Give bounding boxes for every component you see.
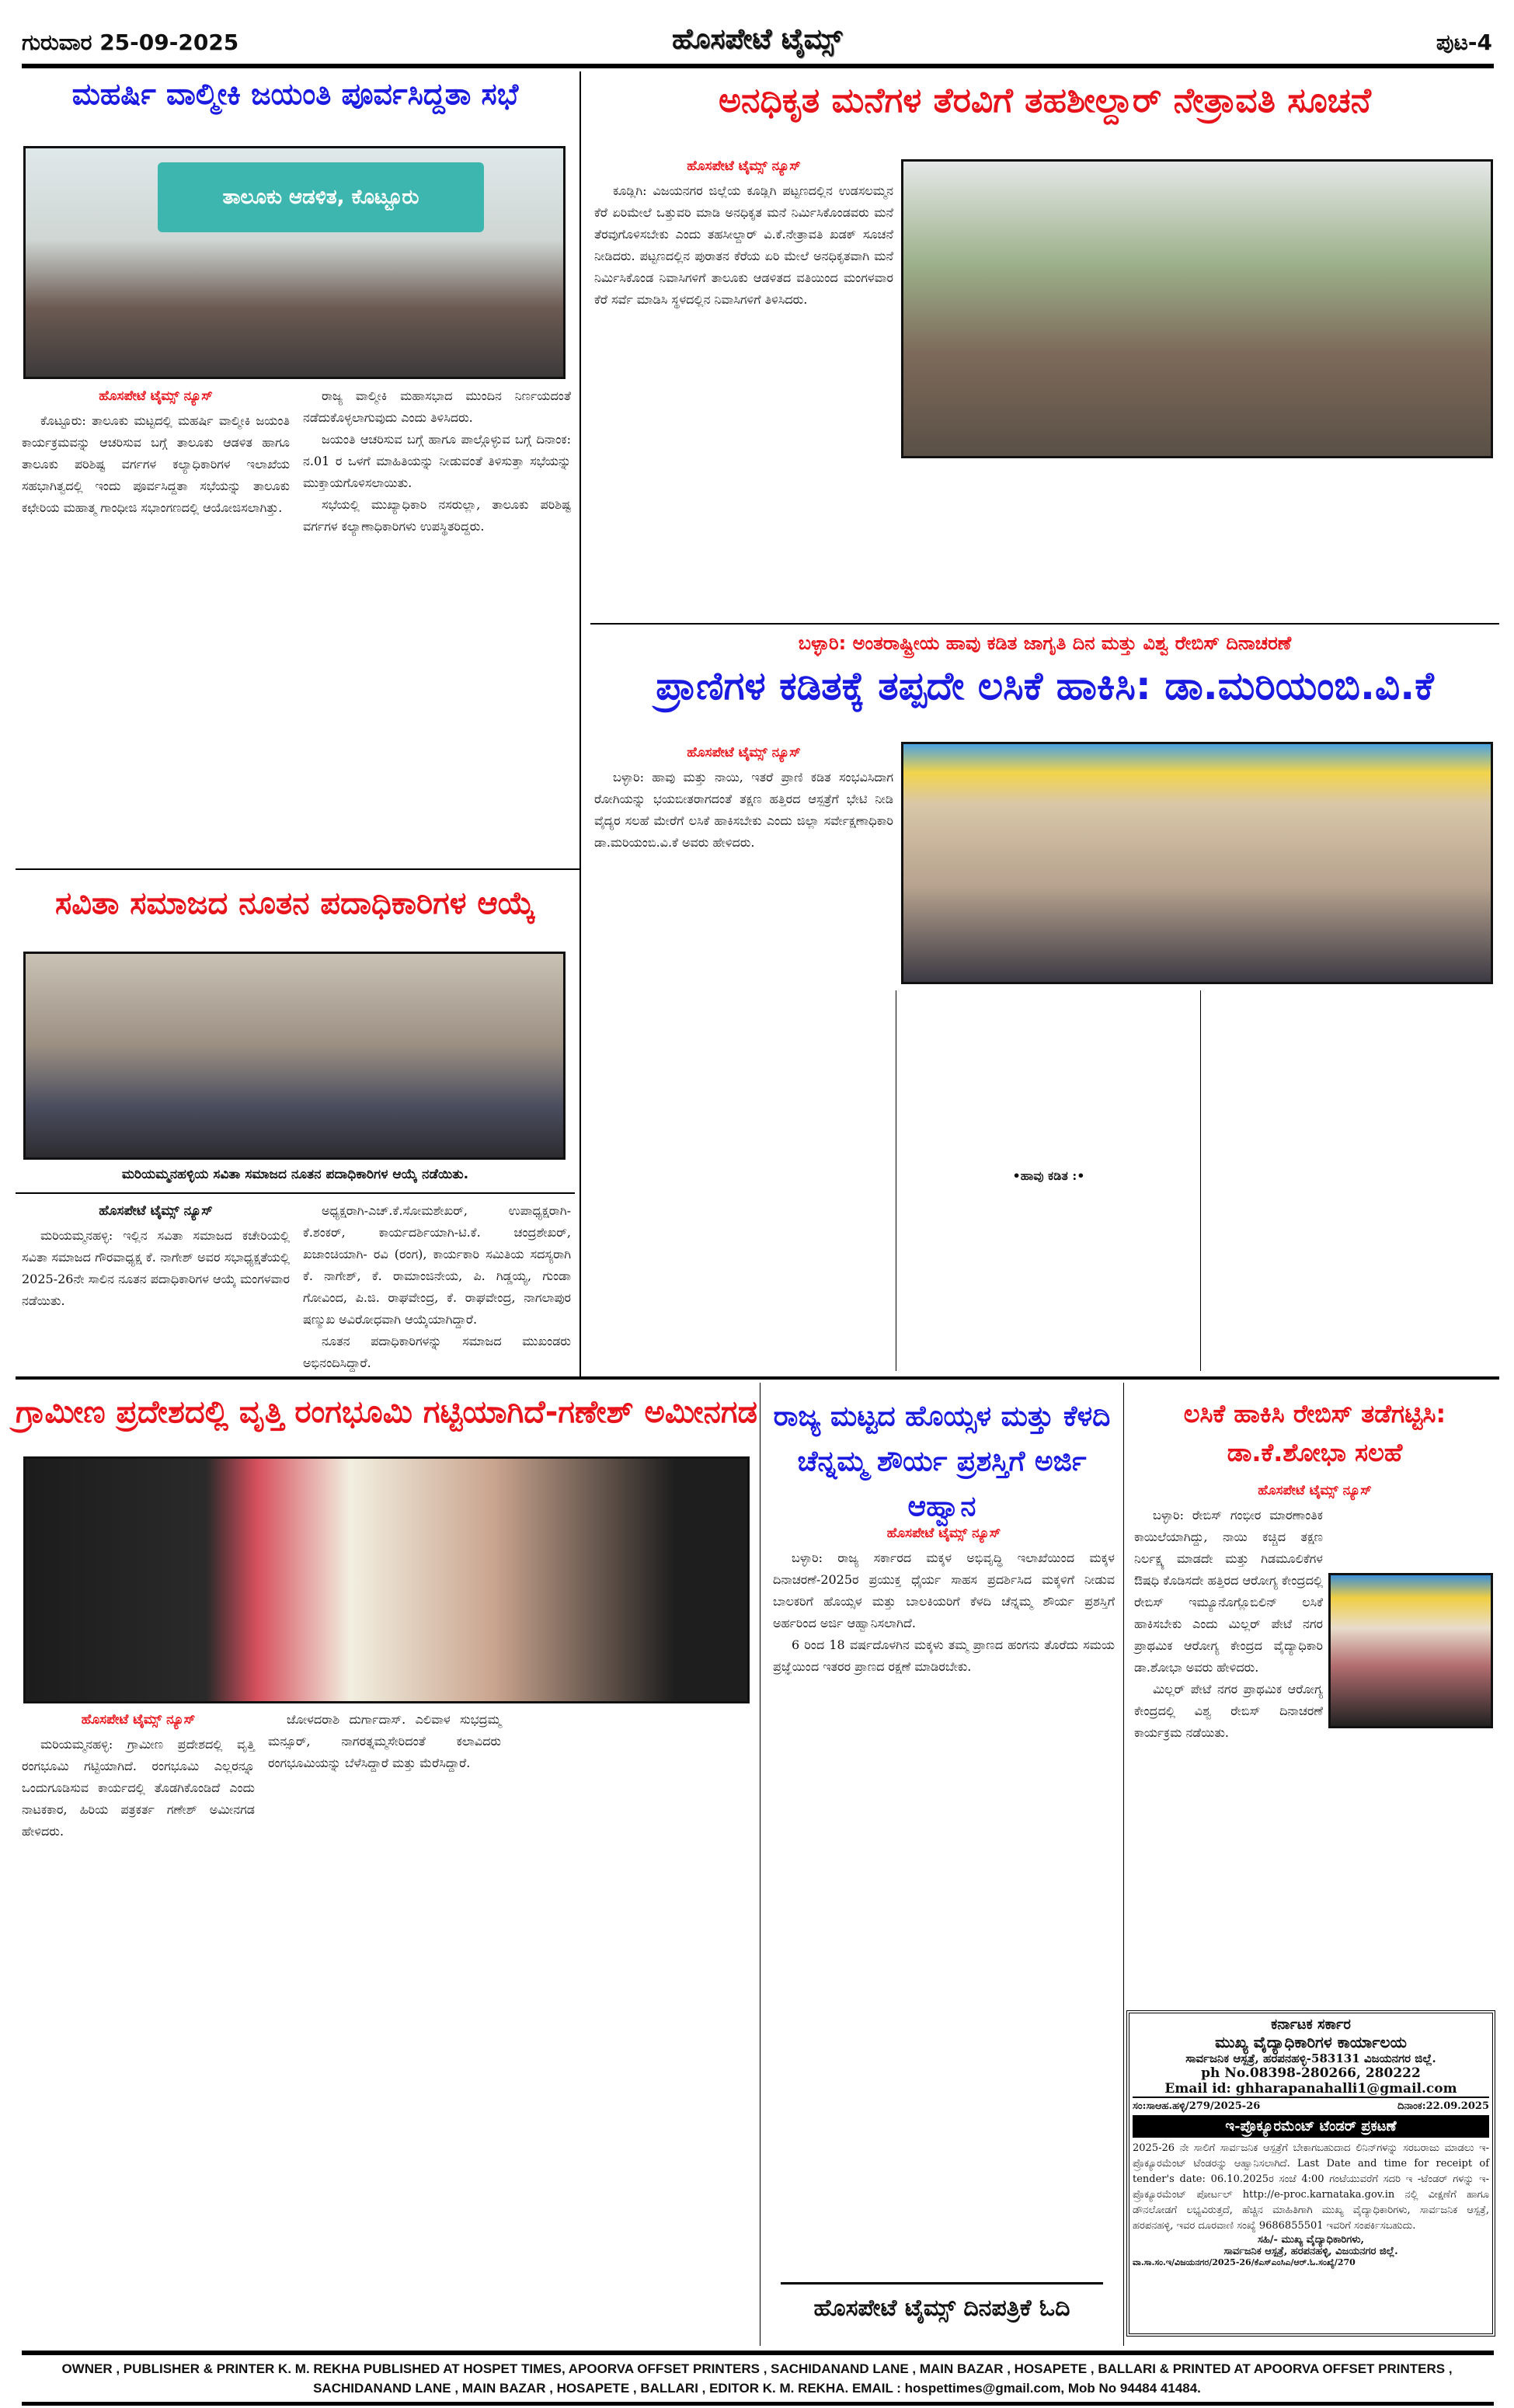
newspaper-title: ಹೊಸಪೇಟೆ ಟೈಮ್ಸ್ bbox=[671, 23, 843, 55]
tender-ref: ಸಂ:ಸಾಆಹ.ಹಳ್ಳಿ/279/2025-26 bbox=[1133, 2100, 1261, 2112]
promo-read-hospet-times: ಹೊಸಪೇಟೆ ಟೈಮ್ಸ್ ದಿನಪತ್ರಿಕೆ ಓದಿ bbox=[813, 2295, 1070, 2322]
section-rule bbox=[16, 1376, 1499, 1380]
photo-theatre-event bbox=[23, 1456, 750, 1703]
photo-savitha-group bbox=[23, 952, 566, 1160]
article-valmiki-col2 bbox=[303, 385, 571, 538]
photo-rabies-event bbox=[901, 742, 1493, 984]
paragraph: ಬಳ್ಳಾರಿ: ರಾಜ್ಯ ಸರ್ಕಾರದ ಮಕ್ಕಳ ಅಭಿವೃದ್ಧಿ ಇಲಾಖೆಯಿಂದ ಮಕ್ಕಳ ದಿನಾಚರಣೆ-2025ರ ಪ್ರಯುಕ್ತ ಧೈರ್ಯ ಸಾಹಸ ಪ್ರದರ್ಶಿಸಿದ ಮಕ್ಕಳಿಗೆ ನೀಡುವ ಬಾಲಕರಿಗೆ ಹೊಯ್ಸಳ ಮತ್ತು ಬಾಲಕಿಯರಿಗೆ ಕೆಳದಿ ಚೆನ್ನಮ್ಮ ಶೌರ್ಯ ಪ್ರಶಸ್ತಿಗೆ ಅರ್ಹರಿಂದ ಅರ್ಜಿ ಆಹ್ವಾನಿಸಲಾಗಿದೆ. bbox=[773, 1550, 1115, 1630]
headline-valmiki: ಮಹರ್ಷಿ ವಾಲ್ಮೀಕಿ ಜಯಂತಿ ಪೂರ್ವಸಿದ್ದತಾ ಸಭೆ bbox=[71, 77, 519, 111]
footer-rule bbox=[22, 2402, 1494, 2406]
headline-shobha: ಲಸಿಕೆ ಹಾಕಿಸಿ ರೇಬಿಸ್ ತಡೆಗಟ್ಟಿಸಿ: ಡಾ.ಕೆ.ಶೋಭಾ ಸಲಹೆ bbox=[1183, 1399, 1446, 1467]
article-shobha bbox=[1134, 1480, 1495, 1749]
headline-award: ರಾಜ್ಯ ಮಟ್ಟದ ಹೊಯ್ಸಳ ಮತ್ತು ಕೆಳದಿ ಚೆನ್ನಮ್ಮ ಶೌರ್ಯ ಪ್ರಶಸ್ತಿಗೆ ಅರ್ಜಿ ಆಹ್ವಾನ bbox=[773, 1401, 1111, 1522]
paragraph: ಅಧ್ಯಕ್ಷರಾಗಿ-ಎಚ್.ಕೆ.ಸೋಮಶೇಖರ್, ಉಪಾಧ್ಯಕ್ಷರಾಗಿ-ಕೆ.ಶಂಕರ್, ಕಾರ್ಯದರ್ಶಿಯಾಗಿ-ಟಿ.ಕೆ. ಚಂದ್ರಶೇಖರ್, ಖಜಾಂಚಿಯಾಗಿ- ರವಿ (ರಂಗ), ಕಾರ್ಯಕಾರಿ ಸಮಿತಿಯ ಸದಸ್ಯರಾಗಿ ಕೆ. ನಾಗೇಶ್, ಕೆ. ರಾಮಾಂಜಿನೇಯ, ಪಿ. ಗಿಡ್ಡಯ್ಯ, ಗುಂಡಾ ಗೋವಿಂದ, ಪಿ.ಜಿ. ರಾಘವೇಂದ್ರ, ಕೆ. ರಾಘವೇಂದ್ರ, ನಾಗಲಾಪುರ ಷಣ್ಮುಖ ಅವಿರೋಧವಾಗಿ ಆಯ್ಕೆಯಾಗಿದ್ದಾರೆ. bbox=[303, 1203, 571, 1327]
headline-tahsildar: ಅನಧಿಕೃತ ಮನೆಗಳ ತೆರವಿಗೆ ತಹಶೀಲ್ದಾರ್ ನೇತ್ರಾವತಿ ಸೂಚನೆ bbox=[719, 81, 1371, 120]
tender-address: ಸಾರ್ವಜನಿಕ ಆಸ್ಪತ್ರೆ, ಹರಪನಹಳ್ಳಿ-583131 ವಿಜಯನಗರ ಜಿಲ್ಲೆ. bbox=[1185, 2051, 1436, 2065]
divider bbox=[1200, 990, 1201, 1371]
paragraph: 6 ರಿಂದ 18 ವರ್ಷದೊಳಗಿನ ಮಕ್ಕಳು ತಮ್ಮ ಪ್ರಾಣದ ಹಂಗನು ತೊರೆದು ಸಮಯ ಪ್ರಜ್ಞೆಯಿಂದ ಇತರರ ಪ್ರಾಣದ ರಕ್ಷಣೆ ಮಾಡಿರಬೇಕು. bbox=[773, 1637, 1115, 1674]
photo-caption: ಮರಿಯಮ್ಮನಹಳ್ಳಿಯ ಸವಿತಾ ಸಮಾಜದ ನೂತನ ಪದಾಧಿಕಾರಿಗಳ ಆಯ್ಕೆ ನಡೆಯಿತು. bbox=[121, 1167, 469, 1182]
byline: ಹೊಸಪೇಟೆ ಟೈಮ್ಸ್ ನ್ಯೂಸ್ bbox=[687, 158, 801, 174]
column-divider bbox=[579, 71, 581, 1376]
headline-savitha: ಸವಿತಾ ಸಮಾಜದ ನೂತನ ಪದಾಧಿಕಾರಿಗಳ ಆಯ್ಕೆ bbox=[54, 886, 536, 921]
byline: ಹೊಸಪೇಟೆ ಟೈಮ್ಸ್ ನ್ಯೂಸ್ bbox=[886, 1526, 1001, 1541]
issue-date: ಗುರುವಾರ 25-09-2025 bbox=[22, 30, 239, 55]
paragraph: ಮರಿಯಮ್ಮನಹಳ್ಳಿ: ಇಲ್ಲಿನ ಸವಿತಾ ಸಮಾಜದ ಕಚೇರಿಯಲ್ಲಿ ಸವಿತಾ ಸಮಾಜದ ಗೌರವಾಧ್ಯಕ್ಷ ಕೆ. ನಾಗೇಶ್ ಅವರ ಸಭಾಧ್ಯಕ್ಷತೆಯಲ್ಲಿ 2025-26ನೇ ಸಾಲಿನ ನೂತನ ಪದಾಧಿಕಾರಿಗಳ ಆಯ್ಕೆ ಮಂಗಳವಾರ ನಡೆಯಿತು. bbox=[22, 1228, 290, 1308]
divider bbox=[16, 868, 579, 870]
footer-line2: SACHIDANAND LANE , MAIN BAZAR , HOSAPETE , BALLARI , EDITOR K. M. REKHA. EMAIL : hospettimes@gmail.com, Mob No 94484 41484. bbox=[313, 2381, 1201, 2396]
article-tahsildar-col1 bbox=[594, 155, 893, 311]
paragraph: ನೂತನ ಪದಾಧಿಕಾರಿಗಳನ್ನು ಸಮಾಜದ ಮುಖಂಡರು ಅಭಿನಂದಿಸಿದ್ದಾರೆ. bbox=[303, 1334, 571, 1370]
footer-line1: OWNER , PUBLISHER & PRINTER K. M. REKHA PUBLISHED AT HOSPET TIMES, APOORVA OFFSET PRINTERS , SACHIDANAND LANE , MAIN BAZAR , HOSAPETE , BALLARI & PRINTED AT APOORVA OFFSET PRINTERS , bbox=[61, 2361, 1453, 2376]
footer-rule bbox=[22, 2351, 1494, 2355]
paragraph: ಜಯಂತಿ ಆಚರಿಸುವ ಬಗ್ಗೆ ಹಾಗೂ ಪಾಲ್ಗೊಳ್ಳುವ ಬಗ್ಗೆ ದಿನಾಂಕ: ನ.01 ರ ಒಳಗೆ ಮಾಹಿತಿಯನ್ನು ನೀಡುವಂತೆ ತಿಳಿಸುತ್ತಾ ಸಭೆಯನ್ನು ಮುಕ್ತಾಯಗೊಳಿಸಲಾಯಿತು. bbox=[303, 432, 571, 490]
paragraph: ರಾಜ್ಯ ವಾಲ್ಮೀಕಿ ಮಹಾಸಭಾದ ಮುಂದಿನ ನಿರ್ಣಯದಂತೆ ನಡೆದುಕೊಳ್ಳಲಾಗುವುದು ಎಂದು ತಿಳಿಸಿದರು. bbox=[303, 388, 571, 425]
article-rabies-col1 bbox=[594, 742, 893, 854]
tender-text: 2025-26 ನೇ ಸಾಲಿಗೆ ಸಾರ್ವಜನಿಕ ಆಸ್ಪತ್ರೆಗೆ ಬೇಕಾಗಬಹುದಾದ ಲಿನಿನ್‌ಗಳನ್ನು ಸರಬರಾಜು ಮಾಡಲು ಇ-ಪ್ರೊಕ್ಯೂರಮೆಂಟ್ ಟೆಂಡರನ್ನು ಆಹ್ವಾನಿಸಲಾಗಿದೆ. Last Date and time for receipt of tender's date: 06.10.2025ರ ಸಂಜೆ 4:00 ಗಂಟೆಯುವರೆಗೆ ಸದರಿ ಇ -ಟೆಂಡರ್ ಗಳನ್ನು ಇ-ಪ್ರೊಕ್ಯೂರಮೆಂಟ್ ಪೋರ್ಟಲ್ http://e-proc.karnataka.gov.in ನಲ್ಲಿ ವೀಕ್ಷಣೆಗೆ ಹಾಗೂ ಡೌನಲೋಡಗೆ ಲಭ್ಯವಿರುತ್ತದೆ, ಹೆಚ್ಚಿನ ಮಾಹಿತಿಗಾಗಿ ಮುಖ್ಯ ವೈದ್ಯಾಧಿಕಾರಿಗಳು, ಸಾರ್ವಜನಿಕ ಆಸ್ಪತ್ರೆ, ಹರಪನಹಳ್ಳಿ, ಇವರ ದೂರವಾಣಿ ಸಂಖ್ಯೆ 9686855501 ಇವರಿಗೆ ಸಂಪರ್ಕಿಸಬಹುದು. bbox=[1133, 2142, 1489, 2232]
article-theatre-col1 bbox=[22, 1709, 255, 1843]
tender-office: ಮುಖ್ಯ ವೈದ್ಯಾಧಿಕಾರಿಗಳ ಕಾರ್ಯಾಲಯ bbox=[1215, 2033, 1407, 2051]
paragraph: ಕೂಡ್ಲಿಗಿ: ವಿಜಯನಗರ ಜಿಲ್ಲೆಯ ಕೂಡ್ಲಿಗಿ ಪಟ್ಟಣದಲ್ಲಿನ ಉಡಸಲಮ್ಮನ ಕೆರೆ ಏರಿಮೇಲೆ ಒತ್ತುವರಿ ಮಾಡಿ ಅನಧಿಕೃತ ಮನೆ ನಿರ್ಮಿಸಿಕೊಂಡವರು ಮನೆ ತೆರವುಗೊಳಿಸಬೇಕು ಎಂದು ತಹಸೀಲ್ದಾರ್ ವಿ.ಕೆ.ನೇತ್ರಾವತಿ ಖಡಕ್ ಸೂಚನೆ ನೀಡಿದರು. ಪಟ್ಟಣದಲ್ಲಿನ ಪುರಾತನ ಕೆರೆಯ ಏರಿ ಮೇಲೆ ಅನಧಿಕೃತವಾಗಿ ಮನೆ ನಿರ್ಮಿಸಿಕೊಂಡ ನಿವಾಸಿಗಳಿಗೆ ತಾಲೂಕು ಆಡಳಿತದ ವತಿಯಿಂದ ಮಂಗಳವಾರ ಕೆರೆ ಸರ್ವೆ ಮಾಡಿಸಿ ಸ್ಥಳದಲ್ಲಿನ ನಿವಾಸಿಗಳಿಗೆ ತಿಳಿಸಿದರು. bbox=[594, 183, 893, 307]
tender-code: ವಾ.ಸಾ.ಸಂ.ಇ/ವಿಜಯನಗರ/2025-26/ಕೆಎಸ್‌ಎಂಸಿಎ/ಆರ್.ಓ.ಸಂಖ್ಯೆ/270 bbox=[1133, 2257, 1356, 2267]
tender-gov: ಕರ್ನಾಟಕ ಸರ್ಕಾರ bbox=[1271, 2017, 1351, 2033]
headline-rabies: ಪ್ರಾಣಿಗಳ ಕಡಿತಕ್ಕೆ ತಪ್ಪದೇ ಲಸಿಕೆ ಹಾಕಿಸಿ: ಡಾ.ಮರಿಯಂಬಿ.ವಿ.ಕೆ bbox=[656, 663, 1434, 708]
headline-theatre: ಗ್ರಾಮೀಣ ಪ್ರದೇಶದಲ್ಲಿ ವೃತ್ತಿ ರಂಗಭೂಮಿ ಗಟ್ಟಿಯಾಗಿದೆ-ಗಣೇಶ್ ಅಮೀನಗಡ bbox=[16, 1394, 757, 1430]
photo-tahsildar-site-visit bbox=[901, 159, 1493, 458]
article-award bbox=[773, 1522, 1115, 1678]
kicker-rabies: ಬಳ್ಳಾರಿ: ಅಂತರಾಷ್ಟ್ರೀಯ ಹಾವು ಕಡಿತ ಜಾಗೃತಿ ದಿನ ಮತ್ತು ವಿಶ್ವ ರೇಬಿಸ್ ದಿನಾಚರಣೆ bbox=[798, 632, 1292, 654]
banner-in-photo: ತಾಲೂಕು ಆಡಳಿತ, ಕೊಟ್ಟೂರು bbox=[158, 162, 484, 232]
byline: ಹೊಸಪೇಟೆ ಟೈಮ್ಸ್ ನ್ಯೂಸ್ bbox=[1258, 1483, 1372, 1498]
article-savitha-col2 bbox=[303, 1200, 571, 1374]
divider bbox=[590, 623, 1499, 625]
divider bbox=[16, 1192, 575, 1194]
byline: ಹೊಸಪೇಟೆ ಟೈಮ್ಸ್ ನ್ಯೂಸ್ bbox=[99, 388, 213, 404]
paragraph: ಮಿಲ್ಲರ್ ಪೇಟೆ ನಗರ ಪ್ರಾಥಮಿಕ ಆರೋಗ್ಯ ಕೇಂದ್ರದಲ್ಲಿ ವಿಶ್ವ ರೇಬಿಸ್ ದಿನಾಚರಣೆ ಕಾರ್ಯಕ್ರಮ ನಡೆಯಿತು. bbox=[1134, 1682, 1323, 1740]
photo-valmiki-meeting bbox=[23, 146, 566, 379]
masthead-rule bbox=[22, 64, 1494, 68]
paragraph: ಬಳ್ಳಾರಿ: ಹಾವು ಮತ್ತು ನಾಯಿ, ಇತರೆ ಪ್ರಾಣಿ ಕಡಿತ ಸಂಭವಿಸಿದಾಗ ರೋಗಿಯನ್ನು ಭಯಬೀತರಾಗದಂತೆ ತಕ್ಷಣ ಹತ್ತಿರದ ಆಸ್ಪತ್ರೆಗೆ ಭೇಟಿ ನೀಡಿ ವೈದ್ಯರ ಸಲಹೆ ಮೇರೆಗೆ ಲಸಿಕೆ ಹಾಕಿಸಬೇಕು ಎಂದು ಜಿಲ್ಲಾ ಸರ್ವೇಕ್ಷಣಾಧಿಕಾರಿ ಡಾ.ಮರಿಯಂಬಿ.ವಿ.ಕೆ ಅವರು ಹೇಳಿದರು. bbox=[594, 770, 893, 850]
tender-phone: ph No.08398-280266, 280222 bbox=[1201, 2065, 1421, 2081]
paragraph: ಮರಿಯಮ್ಮನಹಳ್ಳಿ: ಗ್ರಾಮೀಣ ಪ್ರದೇಶದಲ್ಲಿ ವೃತ್ತಿ ರಂಗಭೂಮಿ ಗಟ್ಟಿಯಾಗಿದೆ. ರಂಗಭೂಮಿ ಎಲ್ಲರನ್ನೂ ಒಂದುಗೂಡಿಸುವ ಕಾರ್ಯದಲ್ಲಿ ತೊಡಗಿಕೊಂಡಿದೆ ಎಂದು ನಾಟಕಕಾರ, ಹಿರಿಯ ಪತ್ರಕರ್ತ ಗಣೇಶ್ ಅಮೀನಗಡ ಹೇಳಿದರು. bbox=[22, 1737, 255, 1839]
divider bbox=[1123, 1383, 1124, 2346]
article-theatre-col2 bbox=[268, 1709, 501, 1774]
tender-email: Email id: ghharapanahalli1@gmail.com bbox=[1133, 2081, 1489, 2098]
article-savitha-col1 bbox=[22, 1200, 290, 1312]
tender-date: ದಿನಾಂಕ:22.09.2025 bbox=[1397, 2100, 1489, 2112]
divider bbox=[781, 2282, 1103, 2284]
subheading-snakebite: •ಹಾವು ಕಡಿತ :• bbox=[1012, 1168, 1085, 1183]
byline: ಹೊಸಪೇಟೆ ಟೈಮ್ಸ್ ನ್ಯೂಸ್ bbox=[81, 1712, 196, 1728]
photo-float-spacer bbox=[1323, 1586, 1495, 1749]
paragraph: ಜೋಳದರಾಶಿ ದುರ್ಗಾದಾಸ್. ಎಲಿವಾಳ ಸುಭದ್ರಮ್ಮ ಮನ್ಸೂರ್, ನಾಗರತ್ನಮ್ಮಸೇರಿದಂತೆ ಕಲಾವಿದರು ರಂಗಭೂಮಿಯನ್ನು ಬೆಳೆಸಿದ್ದಾರೆ ಮತ್ತು ಮೆರೆಸಿದ್ದಾರೆ. bbox=[268, 1712, 501, 1770]
byline: ಹೊಸಪೇಟೆ ಟೈಮ್ಸ್ ನ್ಯೂಸ್ bbox=[99, 1203, 213, 1219]
page-number: ಪುಟ-4 bbox=[1436, 30, 1492, 55]
byline: ಹೊಸಪೇಟೆ ಟೈಮ್ಸ್ ನ್ಯೂಸ್ bbox=[687, 745, 801, 760]
article-valmiki-col1 bbox=[22, 385, 290, 519]
paragraph: ಸಭೆಯಲ್ಲಿ ಮುಖ್ಯಾಧಿಕಾರಿ ನಸರುಲ್ಲಾ, ತಾಲೂಕು ಪರಿಶಿಷ್ಟ ವರ್ಗಗಳ ಕಲ್ಯಾಣಾಧಿಕಾರಿಗಳು ಉಪಸ್ಥಿತರಿದ್ದರು. bbox=[303, 497, 571, 534]
paragraph: ಕೊಟ್ಟೂರು: ತಾಲೂಕು ಮಟ್ಟದಲ್ಲಿ ಮಹರ್ಷಿ ವಾಲ್ಮೀಕಿ ಜಯಂತಿ ಕಾರ್ಯಕ್ರಮವನ್ನು ಆಚರಿಸುವ ಬಗ್ಗೆ ತಾಲೂಕು ಆಡಳಿತ ಹಾಗೂ ತಾಲೂಕು ಪರಿಶಿಷ್ಟ ವರ್ಗಗಳ ಕಲ್ಯಾಧಿಕಾರಿಗಳ ಇಲಾಖೆಯ ಸಹಭಾಗಿತ್ವದಲ್ಲಿ ಇಂದು ಪೂರ್ವಸಿದ್ದತಾ ಸಭೆಯನ್ನು ತಾಲೂಕು ಕಛೇರಿಯ ಮಹಾತ್ಮ ಗಾಂಧೀಜಿ ಸಭಾಂಗಣದಲ್ಲಿ ಆಯೋಜಿಸಲಾಗಿತ್ತು. bbox=[22, 413, 290, 515]
tender-sign2: ಸಾರ್ವಜನಿಕ ಆಸ್ಪತ್ರೆ, ಹರಪನಹಳ್ಳಿ, ವಿಜಯನಗರ ಜಿಲ್ಲೆ. bbox=[1223, 2246, 1398, 2257]
tender-sign1: ಸಹಿ/- ಮುಖ್ಯ ವೈದ್ಯಾಧಿಕಾರಿಗಳು, bbox=[1257, 2234, 1365, 2246]
paragraph: ಬಳ್ಳಾರಿ: ರೇಬಿಸ್ ಗಂಭೀರ ಮಾರಣಾಂತಿಕ ಕಾಯಿಲೆಯಾಗಿದ್ದು, ನಾಯಿ ಕಚ್ಚಿದ ತಕ್ಷಣ ನಿರ್ಲಕ್ಷ್ಯ ಮಾಡದೇ ಮತ್ತು ಗಿಡಮೂಲಿಕೆಗಳ ಔಷಧಿ ಕೊಡಿಸದೇ ಹತ್ತಿರದ ಆರೋಗ್ಯ ಕೇಂದ್ರದಲ್ಲಿ ರೇಬಿಸ್ ಇಮ್ಯೂನೊಗ್ಲೊಬಿಲಿನ್ ಲಸಿಕೆ ಹಾಕಿಸಬೇಕು ಎಂದು ಮಿಲ್ಲರ್ ಪೇಟೆ ನಗರ ಪ್ರಾಥಮಿಕ ಆರೋಗ್ಯ ಕೇಂದ್ರದ ವೈದ್ಯಾಧಿಕಾರಿ ಡಾ.ಶೋಭಾ ಅವರು ಹೇಳಿದರು. bbox=[1134, 1508, 1323, 1675]
tender-title: ಇ-ಪ್ರೊಕ್ಯೂರಮೆಂಟ್ ಟೆಂಡರ್ ಪ್ರಕಟಣೆ bbox=[1133, 2115, 1489, 2138]
tender-notice bbox=[1126, 2010, 1495, 2337]
